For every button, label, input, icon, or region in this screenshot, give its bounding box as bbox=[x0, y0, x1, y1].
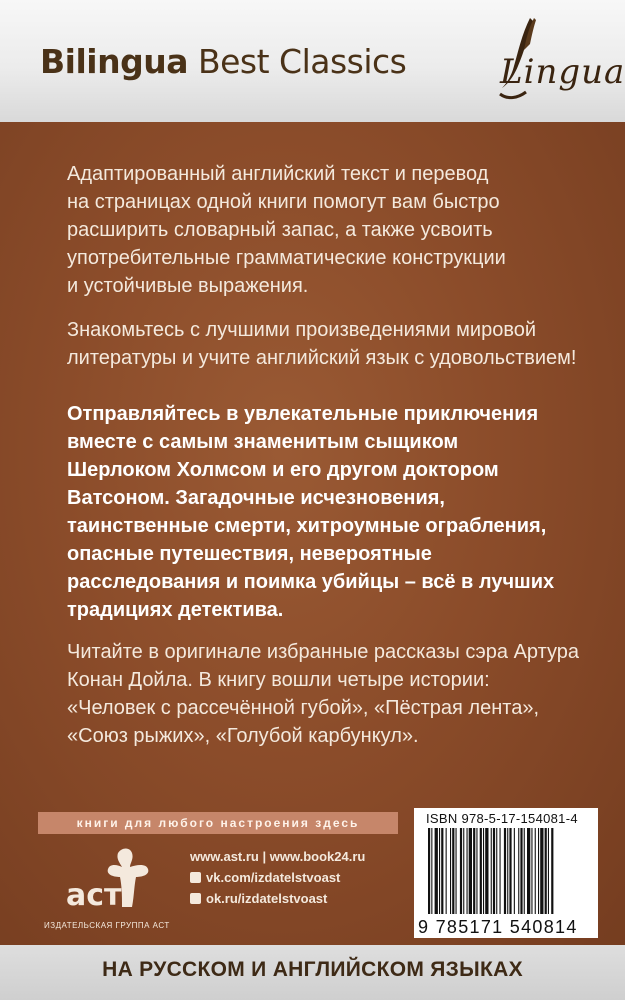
publisher-name: ИЗДАТЕЛЬСКАЯ ГРУППА АСТ bbox=[44, 921, 170, 930]
text-line: таинственные смерти, хитроумные ограбления, bbox=[67, 515, 547, 537]
text-line: опасные путешествия, невероятные bbox=[67, 543, 432, 565]
series-title-rest: Best Classics bbox=[187, 42, 407, 81]
barcode-bar bbox=[428, 828, 430, 914]
barcode-bar bbox=[431, 828, 432, 914]
ok-link[interactable] bbox=[190, 888, 365, 909]
barcode-bar bbox=[493, 828, 495, 914]
text-line: «Человек с рассечённой губой», «Пёстрая лента», bbox=[67, 697, 540, 719]
ok-icon bbox=[190, 893, 201, 904]
barcode-bar bbox=[548, 828, 549, 914]
text-line: Читайте в оригинале избранные рассказы сэра Артура bbox=[67, 641, 579, 663]
text-line: Знакомьтесь с лучшими произведениями мировой bbox=[67, 319, 537, 341]
text-line: на страницах одной книги помогут вам быстро bbox=[67, 191, 500, 213]
barcode-bar bbox=[545, 828, 547, 914]
barcode-bar bbox=[520, 828, 522, 914]
text-line: и устойчивые выражения. bbox=[67, 275, 309, 297]
barcode-bar bbox=[463, 828, 464, 914]
barcode-digits: 9 785171 540814 bbox=[418, 917, 578, 937]
slogan: книги для любого настроения здесь bbox=[76, 816, 360, 830]
barcode-bar bbox=[469, 828, 472, 914]
vk-link-text: vk.com/izdatelstvoast bbox=[206, 870, 341, 885]
barcode-bar bbox=[504, 828, 506, 914]
barcode-bar bbox=[435, 828, 438, 914]
barcode-bar bbox=[509, 828, 511, 914]
barcode-bar bbox=[527, 828, 530, 914]
adventure-paragraph bbox=[67, 400, 597, 624]
barcode-bar bbox=[538, 828, 539, 914]
lingua-logo-text: Lingua bbox=[500, 52, 625, 92]
text-line: вместе с самым знаменитым сыщиком bbox=[67, 431, 459, 453]
website-links[interactable]: www.ast.ru | www.book24.ru bbox=[190, 849, 366, 864]
barcode-bar bbox=[467, 828, 468, 914]
text-line: употребительные грамматические конструкции bbox=[67, 247, 506, 269]
series-title-bold: Bilingua bbox=[40, 42, 188, 81]
ok-link-text: ok.ru/izdatelstvoast bbox=[206, 891, 328, 906]
text-line: расширить словарный запас, а также усвоить bbox=[67, 219, 493, 241]
barcode-bar bbox=[483, 828, 484, 914]
barcode-bar bbox=[491, 828, 492, 914]
barcode-bar bbox=[540, 828, 543, 914]
vk-link[interactable] bbox=[190, 867, 365, 888]
barcode-bar bbox=[531, 828, 532, 914]
barcode-bar bbox=[452, 828, 454, 914]
text-line: традициях детектива. bbox=[67, 599, 284, 621]
barcode bbox=[428, 828, 592, 914]
barcode-bar bbox=[518, 828, 519, 914]
barcode-bar bbox=[439, 828, 440, 914]
text-line: литературы и учите английский язык с удовольствием! bbox=[67, 347, 577, 369]
text-line: Адаптированный английский текст и перевод bbox=[67, 163, 489, 185]
invite-paragraph bbox=[67, 316, 597, 372]
barcode-bar bbox=[500, 828, 501, 914]
barcode-bar bbox=[485, 828, 488, 914]
text-line: Шерлоком Холмсом и его другом доктором bbox=[67, 459, 499, 481]
barcode-bar bbox=[476, 828, 477, 914]
text-line: Ватсоном. Загадочные исчезновения, bbox=[67, 487, 445, 509]
text-line: Конан Дойла. В книгу вошли четыре истории: bbox=[67, 669, 490, 691]
barcode-bar bbox=[450, 828, 451, 914]
contents-paragraph bbox=[67, 638, 597, 750]
barcode-bar bbox=[524, 828, 525, 914]
barcode-bar bbox=[460, 828, 462, 914]
barcode-bar bbox=[496, 828, 497, 914]
intro-paragraph bbox=[67, 160, 597, 300]
isbn: ISBN 978-5-17-154081-4 bbox=[426, 811, 578, 826]
barcode-bar bbox=[456, 828, 457, 914]
text-line: расследования и поимка убийцы – всё в лучших bbox=[67, 571, 555, 593]
ast-logo-icon bbox=[60, 845, 170, 915]
series-title bbox=[40, 42, 406, 81]
text-line: «Союз рыжих», «Голубой карбункул». bbox=[67, 725, 419, 747]
text-line: Отправляйтесь в увлекательные приключения bbox=[67, 403, 539, 425]
barcode-bar bbox=[473, 828, 475, 914]
footer-text: НА РУССКОМ И АНГЛИЙСКОМ ЯЗЫКАХ bbox=[102, 958, 523, 981]
vk-icon bbox=[190, 872, 201, 883]
barcode-bar bbox=[441, 828, 443, 914]
ast-logo-text: аст bbox=[66, 878, 122, 913]
barcode-bar bbox=[446, 828, 447, 914]
barcode-bar bbox=[535, 828, 536, 914]
publisher-links bbox=[190, 846, 365, 909]
barcode-bar bbox=[514, 828, 515, 914]
barcode-bar bbox=[480, 828, 482, 914]
barcode-bar bbox=[507, 828, 508, 914]
barcode-bar bbox=[551, 828, 553, 914]
